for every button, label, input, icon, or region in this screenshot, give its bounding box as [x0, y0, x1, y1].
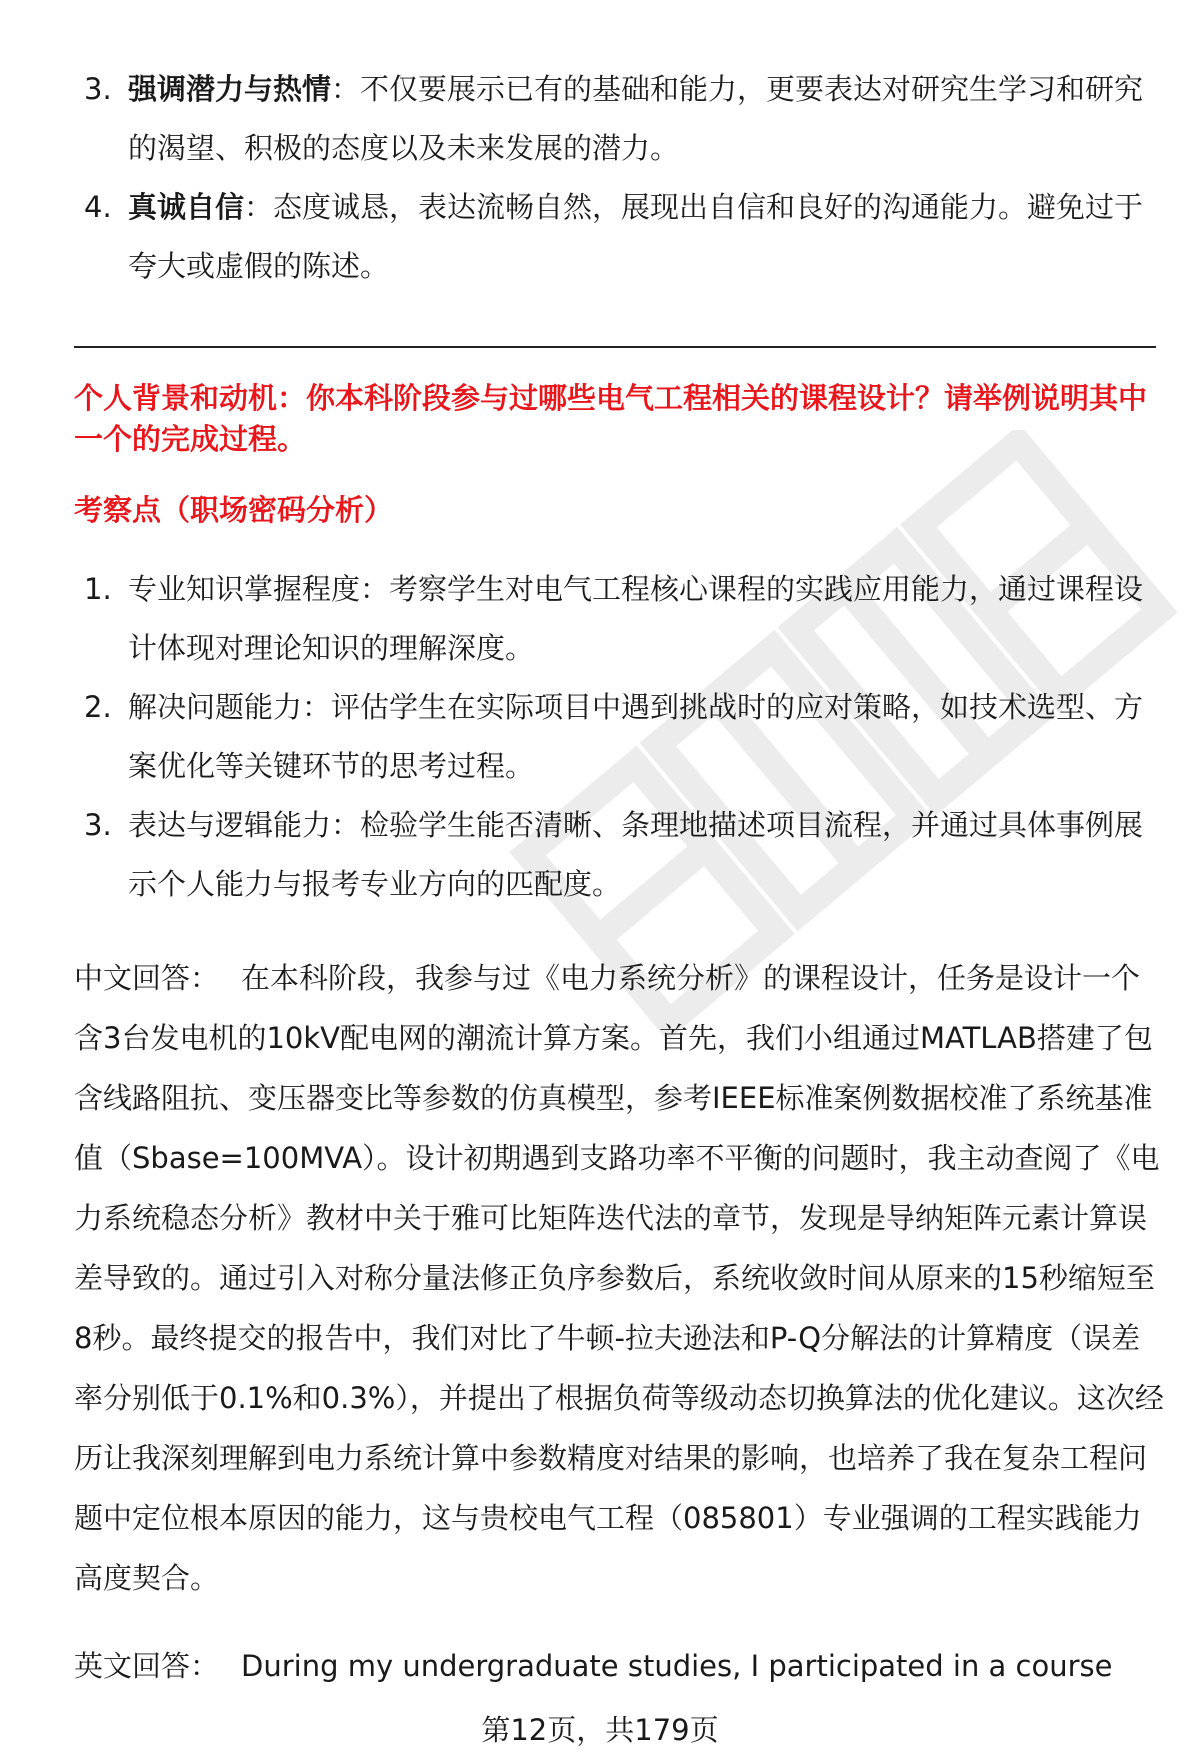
kaocha-heading: 考察点（职场密码分析） [74, 493, 394, 527]
list-item [74, 178, 1154, 296]
list-item-text: 不仅要展示已有的基础和能力，更要表达对研究生学习和研究的渴望、积极的态度以及未来发展的潜力。 [128, 72, 1144, 165]
page-footer: 第12页，共179页 [481, 1713, 719, 1747]
list-item-text: 表达与逻辑能力：检验学生能否清晰、条理地描述项目流程，并通过具体事例展示个人能力与报考专业方向的匹配度。 [128, 808, 1144, 901]
list-item-title: 真诚自信 [128, 190, 245, 224]
list-item-text: 解决问题能力：评估学生在实际项目中遇到挑战时的应对策略，如技术选型、方案优化等关键环节的思考过程。 [128, 690, 1144, 783]
english-answer-label: 英文回答： [74, 1649, 220, 1683]
list-item-text: 专业知识掌握程度：考察学生对电气工程核心课程的实践应用能力，通过课程设计体现对理论知识的理解深度。 [128, 572, 1144, 665]
kaocha-list [74, 560, 1154, 914]
english-answer-text: During my undergraduate studies, I participated in a course [241, 1649, 1113, 1683]
list-number: 1. [84, 572, 112, 606]
list-item-separator: ： [331, 72, 361, 106]
list-number: 4. [84, 190, 112, 224]
chinese-answer [74, 948, 1164, 1608]
english-answer [74, 1636, 1164, 1696]
list-item-title: 强调潜力与热情 [128, 72, 332, 106]
list-item-separator: ： [244, 190, 274, 224]
list-number: 3. [84, 72, 112, 106]
list-number: 2. [84, 690, 112, 724]
question-heading: 个人背景和动机：你本科阶段参与过哪些电气工程相关的课程设计？请举例说明其中一个的完成过程。 [74, 381, 1148, 456]
list-item [74, 560, 1154, 678]
list-item [74, 60, 1154, 178]
chinese-answer-label: 中文回答： [74, 961, 220, 995]
list-number: 3. [84, 808, 112, 842]
section-divider [74, 346, 1156, 348]
list-item [74, 678, 1154, 796]
top-tips-list [74, 60, 1154, 296]
chinese-answer-text: 在本科阶段，我参与过《电力系统分析》的课程设计，任务是设计一个含3台发电机的10kV配电网的潮流计算方案。首先，我们小组通过MATLAB搭建了包含线路阻抗、变压器变比等参数的仿真模型，参考IEEE标准案例数据校准了系统基准值（Sbase=100MVA）。设计初期遇到支路功率不平衡的问题时，我主动查阅了《电力系统稳态分析》教材中关于雅可比矩阵迭代法的章节，发现是导纳矩阵元素计算误差导致的。通过引入对称分量法修正负序参数后，系统收敛时间从原来的15秒缩短至8秒。最终提交的报告中，我们对比了牛顿-拉夫逊法和P-Q分解法的计算精度（误差率分别低于0.1%和0.3%），并提出了根据负荷等级动态切换算法的优化建议。这次经历让我深刻理解到电力系统计算中参数精度对结果的影响，也培养了我在复杂工程问题中定位根本原因的能力，这与贵校电气工程（085801）专业强调的工程实践能力高度契合。 [74, 961, 1164, 1595]
list-item [74, 796, 1154, 914]
list-item-text: 态度诚恳，表达流畅自然，展现出自信和良好的沟通能力。避免过于夸大或虚假的陈述。 [128, 190, 1144, 283]
